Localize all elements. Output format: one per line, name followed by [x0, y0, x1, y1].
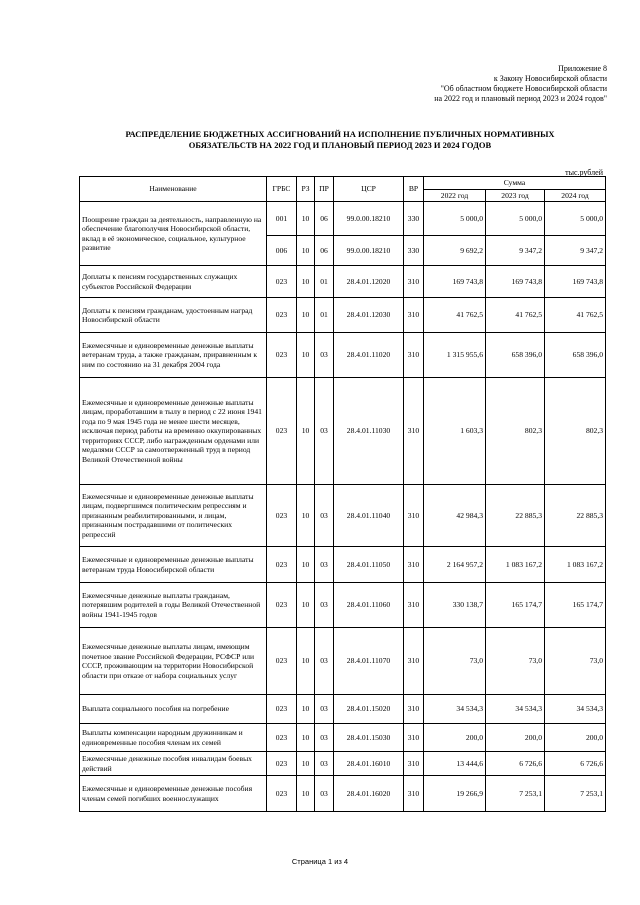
cell-grbs: 023	[267, 776, 297, 812]
cell-2023: 22 885,3	[486, 485, 545, 547]
cell-2024: 22 885,3	[545, 485, 606, 547]
cell-grbs: 023	[267, 695, 297, 724]
cell-rz: 10	[297, 776, 315, 812]
cell-pr: 03	[315, 378, 334, 485]
cell-2022: 73,0	[424, 628, 486, 695]
cell-2023: 1 083 167,2	[486, 547, 545, 583]
cell-pr: 03	[315, 752, 334, 776]
cell-vr: 310	[404, 752, 424, 776]
table-row	[80, 333, 606, 378]
cell-vr: 310	[404, 485, 424, 547]
table-row	[80, 628, 606, 695]
cell-vr: 310	[404, 378, 424, 485]
cell-2024: 802,3	[545, 378, 606, 485]
cell-2024: 7 253,1	[545, 776, 606, 812]
header-name: Наименование	[80, 177, 267, 202]
cell-2024: 73,0	[545, 628, 606, 695]
cell-2023: 6 726,6	[486, 752, 545, 776]
cell-pr: 03	[315, 583, 334, 628]
header-sum: Сумма	[424, 177, 606, 190]
table-row	[80, 202, 606, 236]
cell-rz: 10	[297, 236, 315, 266]
cell-name: Ежемесячные и единовременные денежные выплаты ветеранам труда, а также гражданам, приравненным к ним по состоянию на 31 декабря 2004 года	[80, 333, 267, 378]
cell-vr: 330	[404, 236, 424, 266]
cell-pr: 03	[315, 776, 334, 812]
cell-vr: 310	[404, 583, 424, 628]
cell-2022: 5 000,0	[424, 202, 486, 236]
cell-2024: 658 396,0	[545, 333, 606, 378]
cell-2024: 200,0	[545, 724, 606, 752]
cell-csr: 28.4.01.15030	[334, 724, 404, 752]
cell-vr: 310	[404, 628, 424, 695]
cell-grbs: 023	[267, 266, 297, 298]
cell-pr: 03	[315, 724, 334, 752]
cell-2023: 9 347,2	[486, 236, 545, 266]
cell-pr: 03	[315, 695, 334, 724]
cell-rz: 10	[297, 266, 315, 298]
budget-table	[79, 176, 606, 812]
cell-name: Ежемесячные и единовременные денежные пособия членам семей погибших военнослужащих	[80, 776, 267, 812]
cell-2023: 41 762,5	[486, 298, 545, 333]
cell-rz: 10	[297, 298, 315, 333]
cell-2022: 13 444,6	[424, 752, 486, 776]
cell-vr: 310	[404, 724, 424, 752]
cell-pr: 03	[315, 333, 334, 378]
cell-grbs: 023	[267, 298, 297, 333]
cell-2022: 34 534,3	[424, 695, 486, 724]
cell-2023: 200,0	[486, 724, 545, 752]
header-rz: РЗ	[297, 177, 315, 202]
cell-vr: 310	[404, 333, 424, 378]
cell-pr: 03	[315, 547, 334, 583]
cell-rz: 10	[297, 547, 315, 583]
table-row	[80, 485, 606, 547]
title-line: РАСПРЕДЕЛЕНИЕ БЮДЖЕТНЫХ АССИГНОВАНИЙ НА ИСПОЛНЕНИЕ ПУБЛИЧНЫХ НОРМАТИВНЫХ	[125, 129, 555, 139]
cell-2022: 169 743,8	[424, 266, 486, 298]
cell-2023: 7 253,1	[486, 776, 545, 812]
cell-2023: 34 534,3	[486, 695, 545, 724]
cell-grbs: 023	[267, 628, 297, 695]
header-year-2022: 2022 год	[424, 189, 486, 202]
cell-2022: 330 138,7	[424, 583, 486, 628]
cell-grbs: 023	[267, 485, 297, 547]
cell-name: Ежемесячные и единовременные денежные выплаты лицам, подвергшимся политическим репрессиям и признанным реабилитированными, и лицам, признанным пострадавшими от политических репрессий	[80, 485, 267, 547]
cell-csr: 28.4.01.11030	[334, 378, 404, 485]
appendix-line: на 2022 год и плановый период 2023 и 2024 годов"	[434, 94, 607, 103]
cell-pr: 01	[315, 266, 334, 298]
cell-2024: 5 000,0	[545, 202, 606, 236]
cell-name: Ежемесячные денежные выплаты лицам, имеющим почетное звание Российской Федерации, РСФСР или СССР, проживающим на территории Новосибирской области при отказе от набора социальных услуг	[80, 628, 267, 695]
table-row	[80, 583, 606, 628]
cell-pr: 06	[315, 202, 334, 236]
cell-2022: 9 692,2	[424, 236, 486, 266]
cell-name: Доплаты к пенсиям государственных служащих субъектов Российской Федерации	[80, 266, 267, 298]
header-pr: ПР	[315, 177, 334, 202]
cell-vr: 310	[404, 298, 424, 333]
cell-name: Ежемесячные денежные выплаты гражданам, потерявшим родителей в годы Великой Отечественной войны 1941-1945 годов	[80, 583, 267, 628]
cell-2022: 1 603,3	[424, 378, 486, 485]
cell-2022: 42 984,3	[424, 485, 486, 547]
cell-csr: 28.4.01.11070	[334, 628, 404, 695]
cell-vr: 310	[404, 547, 424, 583]
cell-2023: 169 743,8	[486, 266, 545, 298]
appendix-line: Приложение 8	[558, 64, 607, 73]
table-row	[80, 776, 606, 812]
cell-csr: 28.4.01.11060	[334, 583, 404, 628]
cell-csr: 28.4.01.11020	[334, 333, 404, 378]
cell-rz: 10	[297, 752, 315, 776]
cell-grbs: 023	[267, 547, 297, 583]
cell-name: Ежемесячные и единовременные денежные выплаты ветеранам труда Новосибирской области	[80, 547, 267, 583]
cell-rz: 10	[297, 583, 315, 628]
header-csr: ЦСР	[334, 177, 404, 202]
cell-pr: 03	[315, 485, 334, 547]
cell-grbs: 001	[267, 202, 297, 236]
appendix-line: "Об областном бюджете Новосибирской области	[440, 84, 607, 93]
cell-rz: 10	[297, 378, 315, 485]
cell-2023: 5 000,0	[486, 202, 545, 236]
cell-2023: 802,3	[486, 378, 545, 485]
cell-csr: 28.4.01.12030	[334, 298, 404, 333]
units-label: тыс.рублей	[565, 168, 603, 177]
cell-rz: 10	[297, 202, 315, 236]
cell-vr: 310	[404, 776, 424, 812]
appendix-line: к Закону Новосибирской области	[493, 74, 607, 83]
cell-grbs: 023	[267, 724, 297, 752]
cell-csr: 28.4.01.11040	[334, 485, 404, 547]
cell-grbs: 023	[267, 583, 297, 628]
page-number: Страница 1 из 4	[291, 857, 349, 866]
cell-pr: 06	[315, 236, 334, 266]
cell-2024: 9 347,2	[545, 236, 606, 266]
cell-grbs: 023	[267, 752, 297, 776]
cell-csr: 28.4.01.11050	[334, 547, 404, 583]
cell-2022: 1 315 955,6	[424, 333, 486, 378]
cell-2022: 200,0	[424, 724, 486, 752]
cell-name: Поощрение граждан за деятельность, направленную на обеспечение благополучия Новосибирской области, вклад в её экономическое, социальное, культурное развитие	[80, 202, 267, 266]
appendix-note	[434, 64, 607, 104]
table-row	[80, 266, 606, 298]
table-row	[80, 547, 606, 583]
cell-2023: 73,0	[486, 628, 545, 695]
cell-2024: 169 743,8	[545, 266, 606, 298]
document-title	[80, 129, 600, 151]
header-row	[80, 177, 606, 190]
header-year-2024: 2024 год	[545, 189, 606, 202]
cell-csr: 28.4.01.15020	[334, 695, 404, 724]
cell-rz: 10	[297, 695, 315, 724]
cell-2022: 41 762,5	[424, 298, 486, 333]
header-year-2023: 2023 год	[486, 189, 545, 202]
cell-2023: 658 396,0	[486, 333, 545, 378]
cell-vr: 310	[404, 266, 424, 298]
cell-csr: 28.4.01.12020	[334, 266, 404, 298]
cell-vr: 310	[404, 695, 424, 724]
table-row	[80, 378, 606, 485]
cell-name: Ежемесячные и единовременные денежные выплаты лицам, проработавшим в тылу в период с 22 июня 1941 года по 9 мая 1945 года не менее шести месяцев, исключая период работы на временно оккупированных территориях СССР, либо награжденным орденами или медалями СССР за самоотверженный труд в период Великой Отечественной войны	[80, 378, 267, 485]
cell-name: Выплаты компенсации народным дружинникам и единовременные пособия членам их семей	[80, 724, 267, 752]
cell-2024: 41 762,5	[545, 298, 606, 333]
cell-2024: 6 726,6	[545, 752, 606, 776]
cell-rz: 10	[297, 333, 315, 378]
cell-csr: 99.0.00.18210	[334, 236, 404, 266]
header-vr: ВР	[404, 177, 424, 202]
cell-vr: 330	[404, 202, 424, 236]
cell-2024: 1 083 167,2	[545, 547, 606, 583]
cell-2022: 2 164 957,2	[424, 547, 486, 583]
cell-2022: 19 266,9	[424, 776, 486, 812]
cell-csr: 99.0.00.18210	[334, 202, 404, 236]
cell-rz: 10	[297, 724, 315, 752]
cell-csr: 28.4.01.16020	[334, 776, 404, 812]
cell-2023: 165 174,7	[486, 583, 545, 628]
cell-grbs: 023	[267, 333, 297, 378]
cell-name: Доплаты к пенсиям гражданам, удостоенным наград Новосибирской области	[80, 298, 267, 333]
cell-grbs: 006	[267, 236, 297, 266]
cell-pr: 01	[315, 298, 334, 333]
table-row	[80, 695, 606, 724]
cell-csr: 28.4.01.16010	[334, 752, 404, 776]
table-row	[80, 298, 606, 333]
cell-2024: 34 534,3	[545, 695, 606, 724]
cell-grbs: 023	[267, 378, 297, 485]
cell-name: Выплата социального пособия на погребение	[80, 695, 267, 724]
header-grbs: ГРБС	[267, 177, 297, 202]
cell-rz: 10	[297, 628, 315, 695]
title-line: ОБЯЗАТЕЛЬСТВ НА 2022 ГОД И ПЛАНОВЫЙ ПЕРИОД 2023 И 2024 ГОДОВ	[188, 140, 492, 150]
cell-name: Ежемесячные денежные пособия инвалидам боевых действий	[80, 752, 267, 776]
cell-2024: 165 174,7	[545, 583, 606, 628]
table-row	[80, 752, 606, 776]
table-row	[80, 724, 606, 752]
cell-pr: 03	[315, 628, 334, 695]
cell-rz: 10	[297, 485, 315, 547]
